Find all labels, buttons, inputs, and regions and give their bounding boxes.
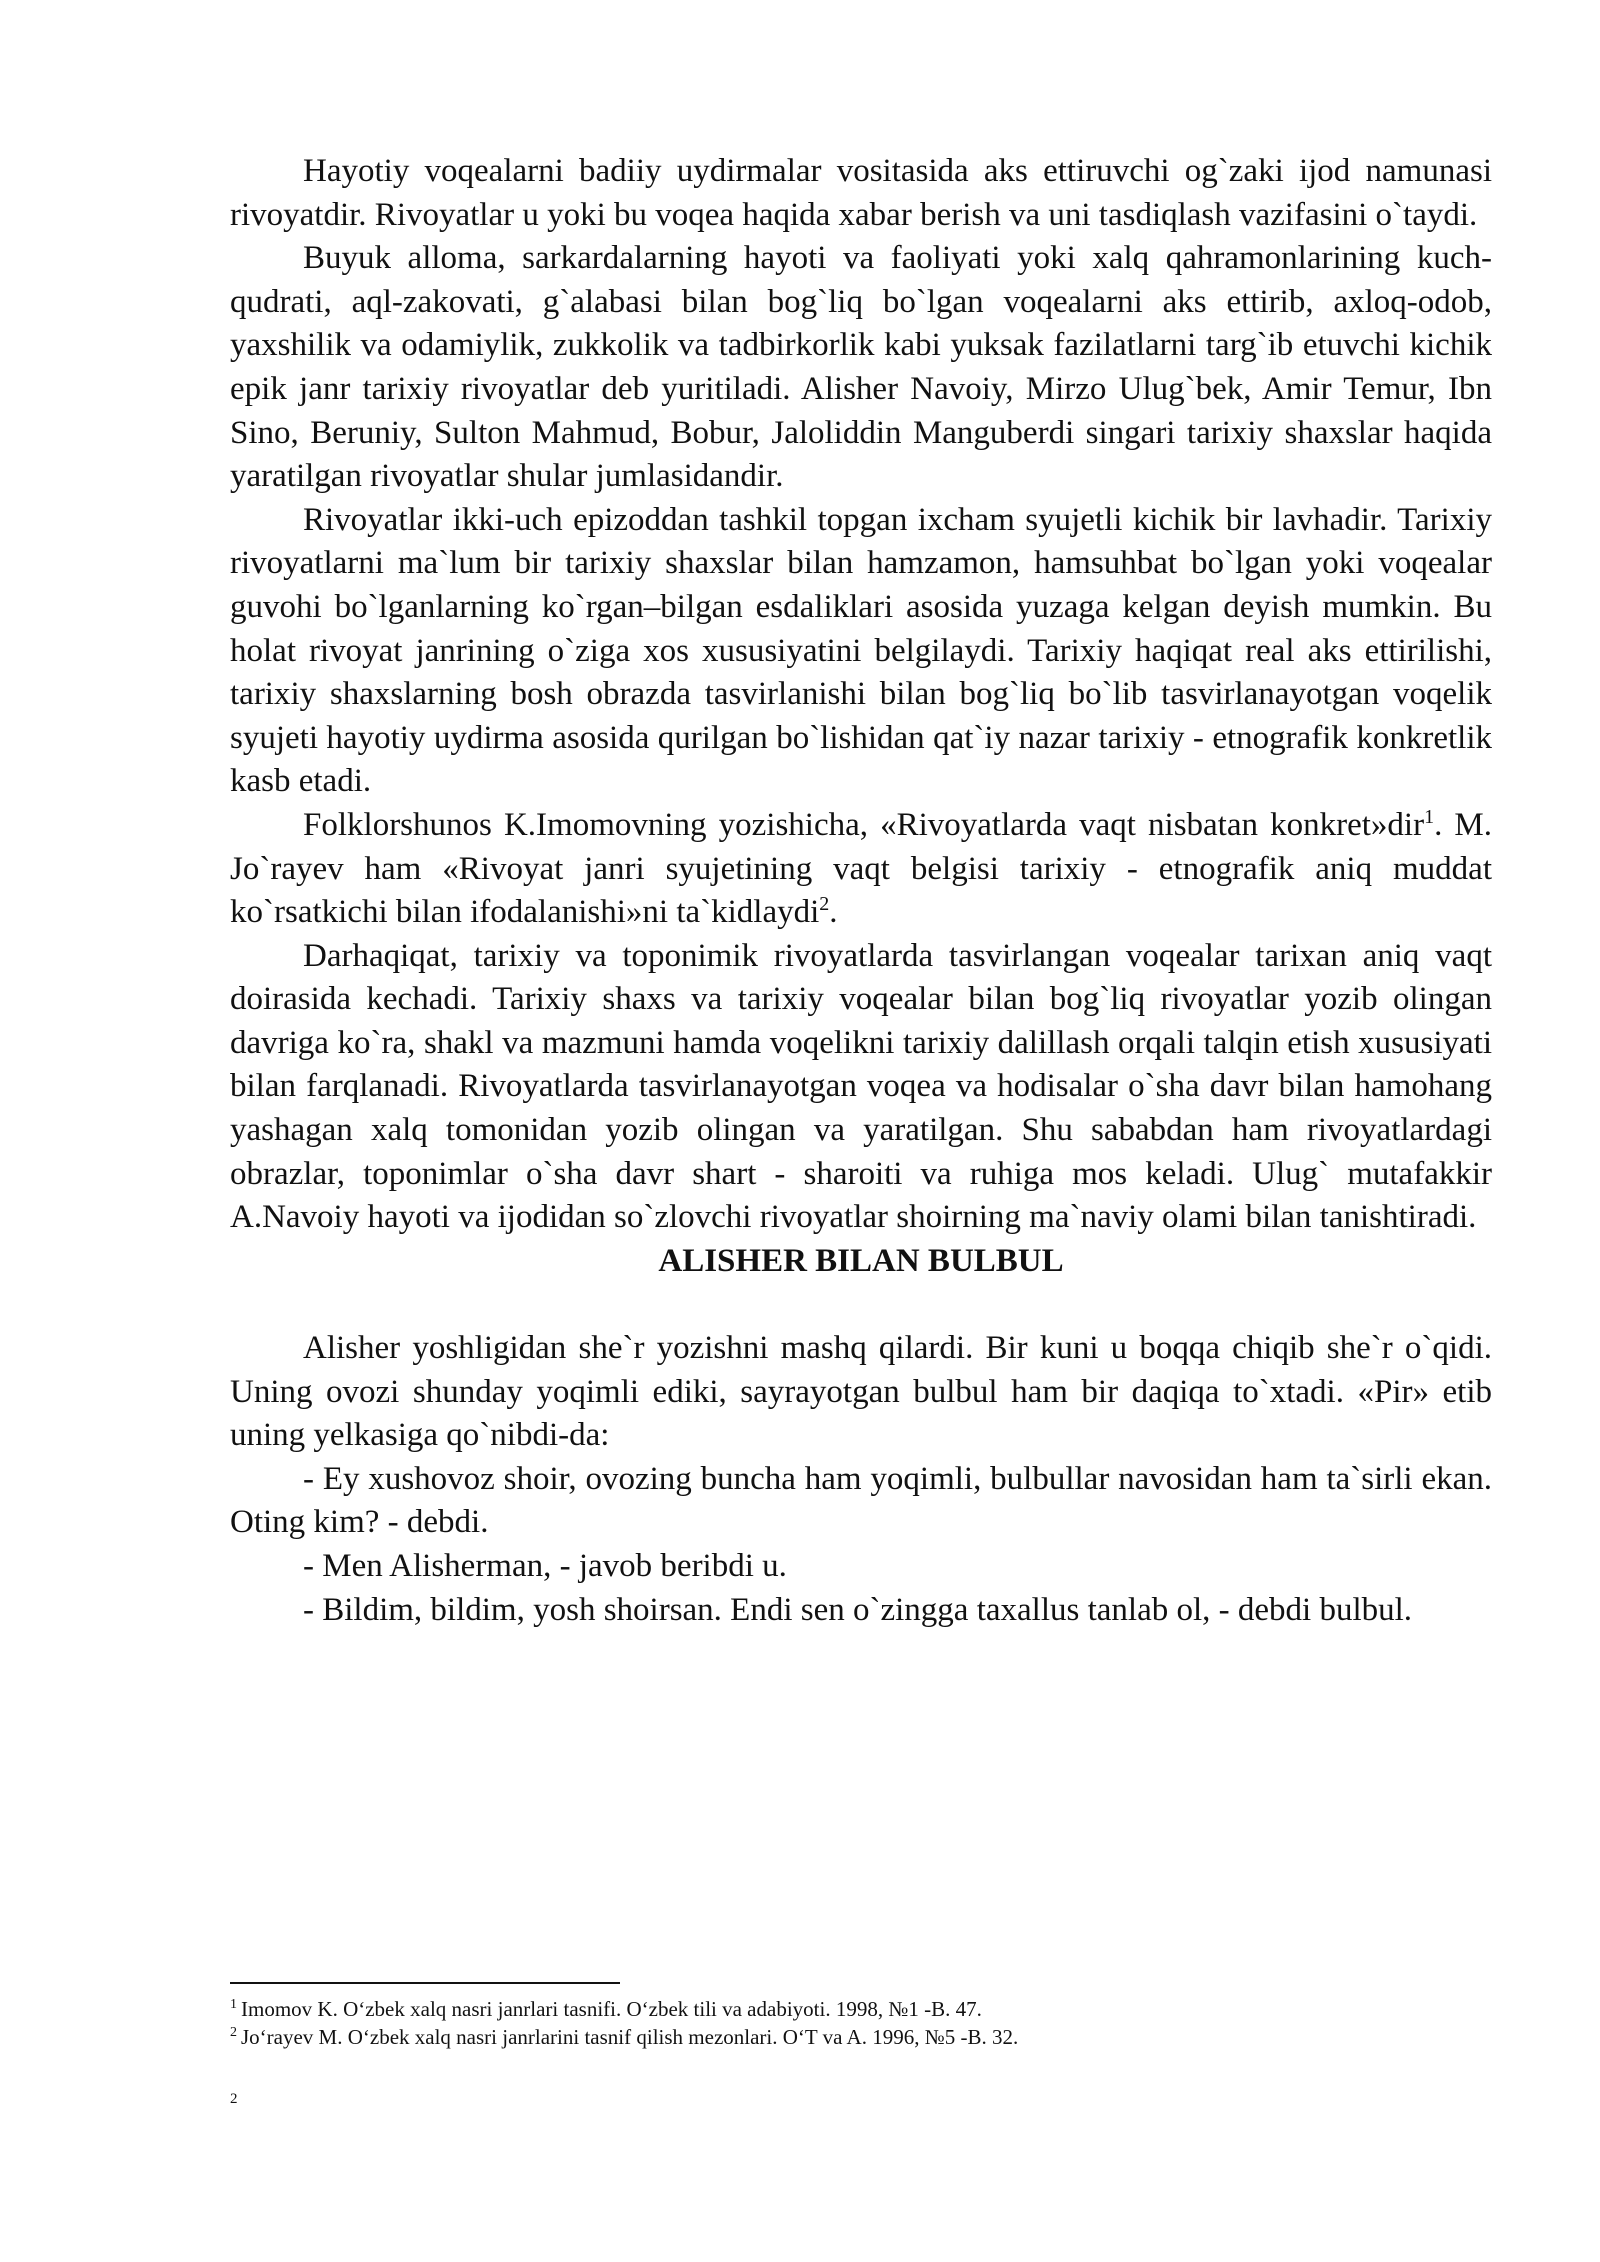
story-title: ALISHER BILAN BULBUL xyxy=(658,1242,1064,1279)
footnote-number: 1 xyxy=(230,1997,237,2012)
story-dialogue-line: - Ey xushovoz shoir, ovozing buncha ham yoqimli, bulbullar navosidan ham ta`sirli ekan. Oting kim? - debdi. xyxy=(230,1460,1492,1541)
footnote-separator xyxy=(230,1982,620,1984)
footnote-ref-2[interactable]: 2 xyxy=(819,893,830,916)
paragraph-rivoyat-definition: Hayotiy voqealarni badiiy uydirmalar vositasida aks ettiruvchi og`zaki ijod namunasi rivoyatdir. Rivoyatlar u yoki bu voqea haqida xabar berish va uni tasdiqlash vazifasini o`taydi. xyxy=(230,153,1492,233)
paragraph-episodes: Rivoyatlar ikki-uch epizoddan tashkil topgan ixcham syujetli kichik bir lavhadir. Tarixiy rivoyatlarni ma`lum bir tarixiy shaxslar bilan hamzamon, hamsuhbat bo`lgan yoki voqealar guvohi bo`lganlarning ko`rgan–bilgan esdaliklari asosida yuzaga kelgan deyish mumkin. Bu holat rivoyat janrining o`ziga xos xususiyatini belgilaydi. Tarixiy haqiqat real aks ettirilishi, tarixiy shaxslarning bosh obrazda tasvirlanishi bilan bog`liq bo`lib tasvirlanayotgan voqelik syujeti hayotiy uydirma asosida qurilgan bo`lishidan qat`iy nazar tarixiy - etnografik konkretlik kasb etadi. xyxy=(230,501,1492,800)
footnote-1 xyxy=(230,1995,1492,2023)
footnotes xyxy=(230,1995,1492,2051)
page-number: 2 xyxy=(230,2091,238,2107)
story-paragraph: Alisher yoshligidan she`r yozishni mashq qilardi. Bir kuni u boqqa chiqib she`r o`qidi. Uning ovozi shunday yoqimli ediki, sayrayotgan bulbul ham bir daqiqa to`xtadi. «Pir» etib uning yelkasiga qo`nibdi-da: xyxy=(230,1330,1492,1454)
footnote-ref-1[interactable]: 1 xyxy=(1424,805,1435,828)
footnote-text: Jo‘rayev M. O‘zbek xalq nasri janrlarini tasnif qilish mezonlari. O‘T va A. 1996, №5 -B. 32. xyxy=(241,2025,1019,2049)
story-dialogue-line: - Men Alisherman, - javob beribdi u. xyxy=(303,1548,787,1584)
paragraph-toponymic-legends: Darhaqiqat, tarixiy va toponimik rivoyatlarda tasvirlangan voqealar tarixan aniq vaqt doirasida kechadi. Tarixiy shaxs va tarixiy voqealar bilan bog`liq rivoyatlar yozib olingan davriga ko`ra, shakl va mazmuni hamda voqelikni tarixiy dalillash orqali talqin etish xususiyati bilan farqlanadi. Rivoyatlarda tasvirlanayotgan voqea va hodisalar o`sha davr bilan hamohang yashagan xalq tomonidan yozib olingan va yaratilgan. Shu sababdan ham rivoyatlardagi obrazlar, toponimlar o`sha davr shart - sharoiti va ruhiga mos keladi. Ulug` mutafakkir A.Navoiy hayoti va ijodidan so`zlovchi rivoyatlar shoirning ma`naviy olami bilan tanishtiradi. xyxy=(230,937,1492,1236)
quote-text-part-2: . M. Jo`rayev ham «Rivoyat janri syujetining vaqt belgisi tarixiy - etnografik aniq muddat ko`rsatkichi bilan ifodalanishi»ni ta`kidlaydi xyxy=(230,806,1492,931)
story-dialogue-line: - Bildim, bildim, yosh shoirsan. Endi sen o`zingga taxallus tanlab ol, - debdi bulbul. xyxy=(303,1591,1413,1628)
footnote-text: Imomov K. O‘zbek xalq nasri janrlari tasnifi. O‘zbek tili va adabiyoti. 1998, №1 -B. 47. xyxy=(241,1997,982,2021)
footnote-number: 2 xyxy=(230,2025,237,2040)
quote-text-part-3: . xyxy=(829,894,838,931)
document-page xyxy=(230,150,1492,1632)
quote-text-part-1: Folklorshunos K.Imomovning yozishicha, «Rivoyatlarda vaqt nisbatan konkret»dir xyxy=(303,806,1425,843)
paragraph-historical-legends: Buyuk alloma, sarkardalarning hayoti va faoliyati yoki xalq qahramonlarining kuch-qudrati, aql-zakovati, g`alabasi bilan bog`liq bo`lgan voqealarni aks ettirib, axloq-odob, yaxshilik va odamiylik, zukkolik va tadbirkorlik kabi yuksak fazilatlarni targ`ib etuvchi kichik epik janr tarixiy rivoyatlar deb yuritiladi. Alisher Navoiy, Mirzo Ulug`bek, Amir Temur, Ibn Sino, Beruniy, Sulton Mahmud, Bobur, Jaloliddin Manguberdi singari tarixiy shaxslar haqida yaratilgan rivoyatlar shular jumlasidandir. xyxy=(230,240,1492,495)
paragraph-folklorists-quote xyxy=(230,804,1492,935)
footnote-2 xyxy=(230,2023,1492,2051)
